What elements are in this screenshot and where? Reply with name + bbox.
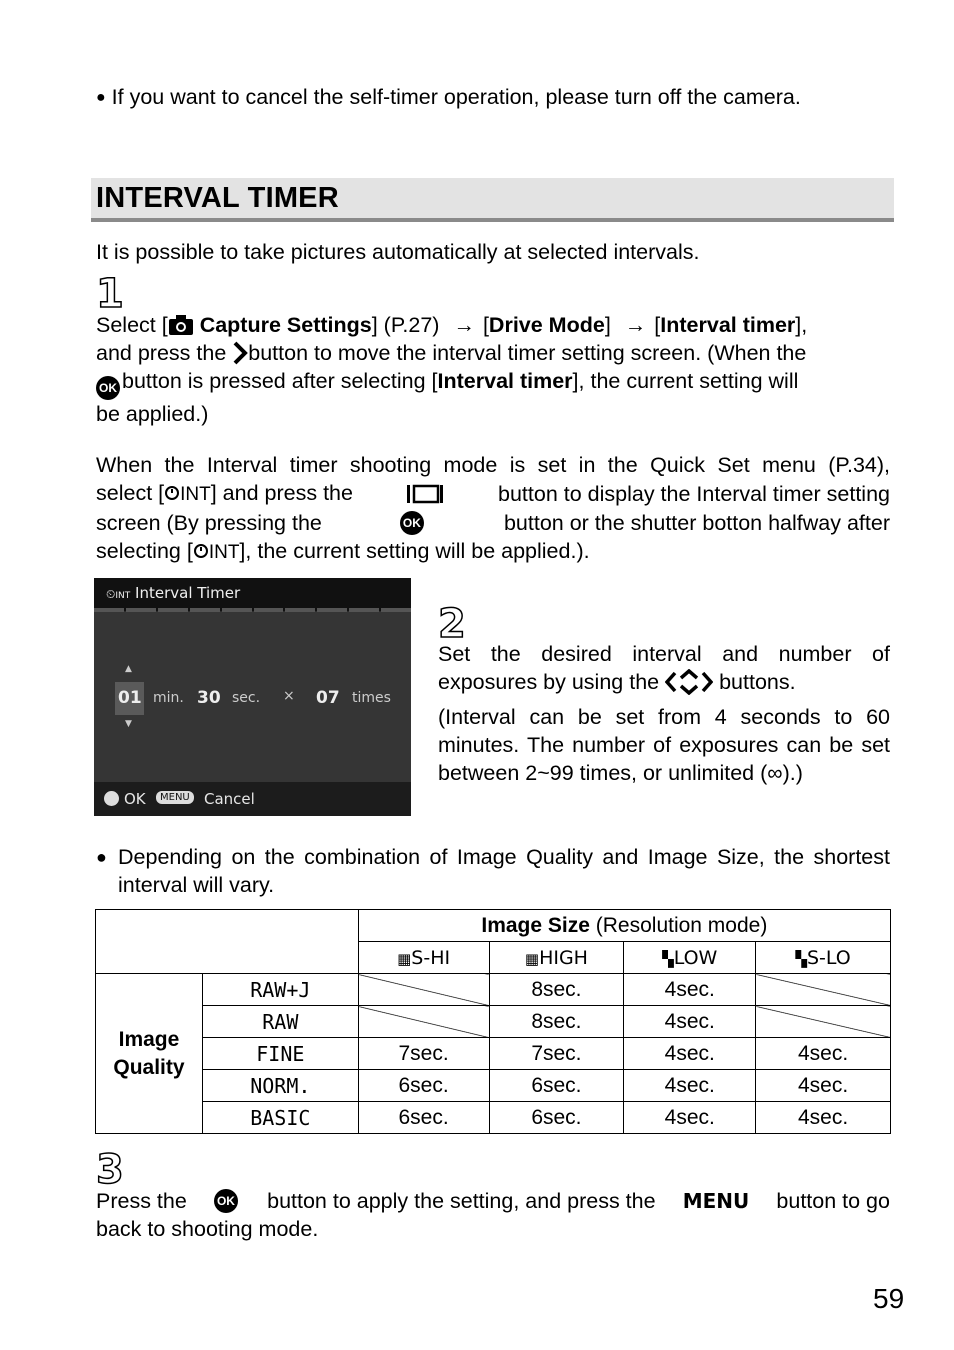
- table-cell: 4sec.: [624, 1102, 756, 1134]
- cancel-label: Cancel: [204, 790, 255, 808]
- timer-icon: ⏲INT: [106, 587, 131, 601]
- down-arrow-icon: ▼: [125, 719, 132, 729]
- table-cell: 4sec.: [756, 1070, 891, 1102]
- size-label: HIGH: [539, 946, 588, 969]
- image-size-title: Image Size: [481, 913, 590, 937]
- table-row: [96, 1006, 891, 1038]
- quality-label: NORM.: [202, 1070, 358, 1102]
- quickset-text: ], the current setting will be applied.).: [239, 539, 590, 563]
- size-grid-icon: ▦: [397, 950, 412, 968]
- ok-button-icon: OK: [214, 1189, 238, 1213]
- arrow-right-icon: →: [453, 313, 475, 337]
- display-button-icon: [406, 483, 444, 505]
- screen-footer: [94, 782, 411, 816]
- step1-text: button is pressed after selecting [: [122, 369, 438, 393]
- quickset-text: When the Interval timer shooting mode is set in the Quick Set menu (P.34),: [96, 453, 890, 477]
- step1-text: button to move the interval timer setting screen. (When the: [248, 341, 807, 365]
- quality-label: RAW+J: [202, 974, 358, 1006]
- not-applicable-cell: [358, 1006, 489, 1038]
- interval-timer-icon: [164, 481, 211, 505]
- size-label: LOW: [673, 946, 718, 969]
- table-corner: [96, 910, 359, 974]
- table-cell: 8sec.: [489, 1006, 624, 1038]
- camera-screen: [94, 578, 411, 816]
- table-row: [96, 1038, 891, 1070]
- table-cell: 4sec.: [624, 974, 756, 1006]
- minutes-unit: min.: [153, 690, 184, 706]
- step-number-2: 2: [438, 601, 466, 647]
- table-cell: 6sec.: [358, 1070, 489, 1102]
- not-applicable-cell: [358, 974, 489, 1006]
- quickset-text: selecting [: [96, 539, 193, 563]
- size-grid-icon: ▦: [524, 950, 540, 968]
- table-cell: 4sec.: [624, 1070, 756, 1102]
- step1-text: ]: [604, 313, 611, 337]
- capture-settings-label: Capture Settings: [199, 313, 372, 337]
- size-grid-icon: ▚: [662, 950, 674, 968]
- size-header: [489, 942, 624, 974]
- table-row: [96, 974, 891, 1006]
- size-label: S-LO: [806, 946, 851, 969]
- size-header: [624, 942, 756, 974]
- bullet-cancel-note: [96, 83, 801, 112]
- quality-label: BASIC: [202, 1102, 358, 1134]
- interval-timer-icon: [193, 539, 240, 563]
- size-header: [756, 942, 891, 974]
- interval-table: [95, 909, 891, 1134]
- step1-text: ],: [795, 313, 808, 337]
- image-quality-label: [96, 974, 203, 1134]
- step1-text: ] (P.27): [371, 313, 440, 337]
- table-row: [96, 1102, 891, 1134]
- camera-icon: [168, 314, 194, 336]
- size-grid-icon: ▚: [795, 950, 807, 968]
- int-label: INT: [208, 542, 240, 563]
- quickset-text: button to display the Interval timer setting: [498, 482, 890, 506]
- table-cell: 7sec.: [358, 1038, 489, 1070]
- intro-text: It is possible to take pictures automatically at selected intervals.: [96, 240, 700, 264]
- times-value[interactable]: 07: [316, 688, 340, 708]
- chevron-right-icon: [232, 341, 248, 365]
- quality-label: FINE: [202, 1038, 358, 1070]
- quickset-text: ] and press the: [210, 481, 353, 505]
- ok-button-icon: OK: [96, 376, 120, 400]
- step1-text: ], the current setting will: [572, 369, 799, 393]
- row-group-text: Image Quality: [113, 1027, 185, 1079]
- resolution-mode-note: (Resolution mode): [589, 913, 768, 937]
- image-size-header: [358, 910, 890, 942]
- not-applicable-cell: [756, 974, 891, 1006]
- ok-label: OK: [124, 790, 146, 808]
- interval-timer-label: Interval timer: [660, 313, 796, 337]
- step1-text: and press the: [96, 341, 227, 365]
- int-label: INT: [180, 484, 211, 505]
- screen-title-text: Interval Timer: [135, 584, 241, 602]
- table-cell: 6sec.: [489, 1070, 624, 1102]
- section-heading: INTERVAL TIMER: [96, 182, 339, 214]
- not-applicable-cell: [756, 1006, 891, 1038]
- up-arrow-icon: ▲: [125, 664, 132, 674]
- seconds-value[interactable]: 30: [197, 688, 221, 708]
- menu-button-label: MENU: [682, 1189, 750, 1213]
- step2-instructions: [438, 640, 890, 787]
- table-cell: 4sec.: [756, 1038, 891, 1070]
- bullet-dot: ●: [96, 89, 106, 106]
- interval-timer-label: Interval timer: [437, 369, 573, 393]
- step1-text: [: [482, 313, 489, 337]
- step3-text: back to shooting mode.: [96, 1217, 319, 1241]
- step2-text: Set the desired interval and number of: [438, 642, 890, 666]
- menu-badge: MENU: [156, 791, 194, 804]
- step3-text: Press the: [96, 1189, 187, 1213]
- step-number-3: 3: [96, 1147, 124, 1193]
- ok-dot-icon: [104, 791, 119, 806]
- step-number-1: 1: [96, 271, 124, 317]
- quickset-text: button or the shutter botton halfway after: [503, 511, 890, 535]
- quality-label: RAW: [202, 1006, 358, 1038]
- table-row: [96, 1070, 891, 1102]
- quickset-text: screen (By pressing the: [96, 511, 322, 535]
- size-header: [358, 942, 489, 974]
- step1-text: [: [654, 313, 661, 337]
- seconds-unit: sec.: [232, 690, 261, 706]
- table-cell: 4sec.: [624, 1038, 756, 1070]
- step1-text: be applied.): [96, 402, 209, 426]
- quickset-paragraph: [96, 451, 890, 567]
- times-unit: times: [352, 690, 391, 706]
- table-cell: 8sec.: [489, 974, 624, 1006]
- step3-text: button to go: [776, 1189, 890, 1213]
- screen-title-bar: [94, 578, 411, 611]
- step3-text: button to apply the setting, and press the: [267, 1189, 656, 1213]
- step1-instructions: [96, 311, 890, 428]
- step2-text: exposures by using the: [438, 670, 660, 694]
- arrow-right-icon: →: [624, 313, 647, 337]
- quickset-text: select [: [96, 481, 165, 505]
- bullet-text: If you want to cancel the self-timer operation, please turn off the camera.: [111, 85, 801, 109]
- screen-title: [106, 584, 240, 602]
- minutes-value[interactable]: 01: [118, 688, 142, 708]
- table-cell: 4sec.: [624, 1006, 756, 1038]
- page-number: 59: [873, 1283, 905, 1314]
- bullet-dot: ●: [96, 847, 107, 867]
- bullet-interval-note: [96, 843, 890, 899]
- table-cell: 4sec.: [756, 1102, 891, 1134]
- ok-button-icon: OK: [400, 511, 424, 535]
- four-way-arrows-icon: [665, 669, 713, 695]
- step2-text: buttons.: [719, 670, 796, 694]
- table-cell: 6sec.: [358, 1102, 489, 1134]
- int-label: INT: [115, 591, 131, 601]
- bullet-text: Depending on the combination of Image Quality and Image Size, the shortest interval will vary.: [118, 845, 890, 897]
- table-cell: 6sec.: [489, 1102, 624, 1134]
- step1-text: Select [: [96, 313, 168, 337]
- times-sign: ×: [283, 688, 295, 704]
- interval-range-note: (Interval can be set from 4 seconds to 60 minutes. The number of exposures can be set between 2~99 times, or unlimited (∞).): [438, 705, 890, 785]
- size-label: S-HI: [411, 946, 451, 969]
- table-cell: 7sec.: [489, 1038, 624, 1070]
- drive-mode-label: Drive Mode: [488, 313, 605, 337]
- step3-instructions: [96, 1187, 890, 1243]
